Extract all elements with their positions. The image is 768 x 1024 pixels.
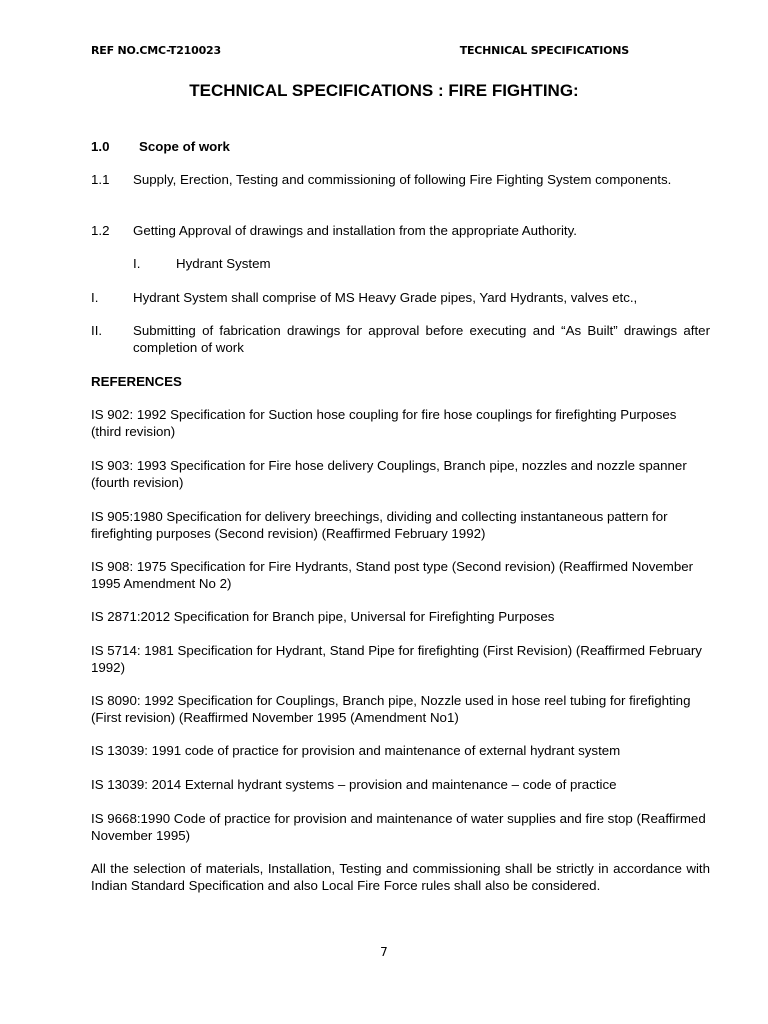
item-number: 1.2 (91, 223, 110, 238)
reference-item: IS 902: 1992 Specification for Suction hose coupling for fire hose couplings for firefighting Purposes (third revision) (91, 407, 677, 439)
item-text: Getting Approval of drawings and installation from the appropriate Authority. (133, 223, 577, 238)
reference-item: IS 5714: 1981 Specification for Hydrant, Stand Pipe for firefighting (First Revision) (Reaffirmed February 1992) (91, 643, 702, 675)
scope-number: 1.0 (91, 139, 110, 154)
page-title: TECHNICAL SPECIFICATIONS : FIRE FIGHTING: (189, 81, 579, 100)
roman-item-number: II. (91, 323, 103, 338)
reference-item: IS 9668:1990 Code of practice for provision and maintenance of water supplies and fire stop (Reaffirmed November 1995) (91, 811, 706, 843)
item-number: 1.1 (91, 172, 110, 187)
sub-item-number: I. (133, 256, 141, 271)
header-reference: REF NO.CMC-T210023 (91, 44, 221, 57)
page-number: 7 (380, 945, 388, 959)
reference-item: IS 908: 1975 Specification for Fire Hydrants, Stand post type (Second revision) (Reaffirmed November 1995 Amendment No 2) (91, 559, 694, 591)
sub-item-text: Hydrant System (176, 256, 271, 271)
reference-item: IS 2871:2012 Specification for Branch pipe, Universal for Firefighting Purposes (91, 609, 555, 624)
reference-item: IS 8090: 1992 Specification for Couplings, Branch pipe, Nozzle used in hose reel tubing for firefighting (First revision) (Reaffirmed November 1995 (Amendment No1) (91, 693, 691, 725)
reference-item: IS 905:1980 Specification for delivery breechings, dividing and collecting instantaneous pattern for firefighting purposes (Second revision) (Reaffirmed February 1992) (91, 509, 668, 541)
item-text: Supply, Erection, Testing and commissioning of following Fire Fighting System components. (133, 172, 672, 187)
reference-item: IS 13039: 2014 External hydrant systems – provision and maintenance – code of practice (91, 777, 617, 792)
roman-item-number: I. (91, 290, 99, 305)
reference-item: IS 903: 1993 Specification for Fire hose delivery Couplings, Branch pipe, nozzles and nozzle spanner (fourth revision) (91, 458, 687, 490)
closing-paragraph: All the selection of materials, Installation, Testing and commissioning shall be strictly in accordance with Indian Standard Specification and also Local Fire Force rules shall also be considered. (91, 861, 710, 893)
roman-item-text: Submitting of fabrication drawings for approval before executing and “As Built” drawings after completion of work (133, 323, 710, 355)
reference-item: IS 13039: 1991 code of practice for provision and maintenance of external hydrant system (91, 743, 621, 758)
scope-heading: Scope of work (139, 139, 230, 154)
roman-item-text: Hydrant System shall comprise of MS Heavy Grade pipes, Yard Hydrants, valves etc., (133, 290, 638, 305)
references-heading: REFERENCES (91, 374, 182, 389)
header-section: TECHNICAL SPECIFICATIONS (459, 44, 629, 57)
